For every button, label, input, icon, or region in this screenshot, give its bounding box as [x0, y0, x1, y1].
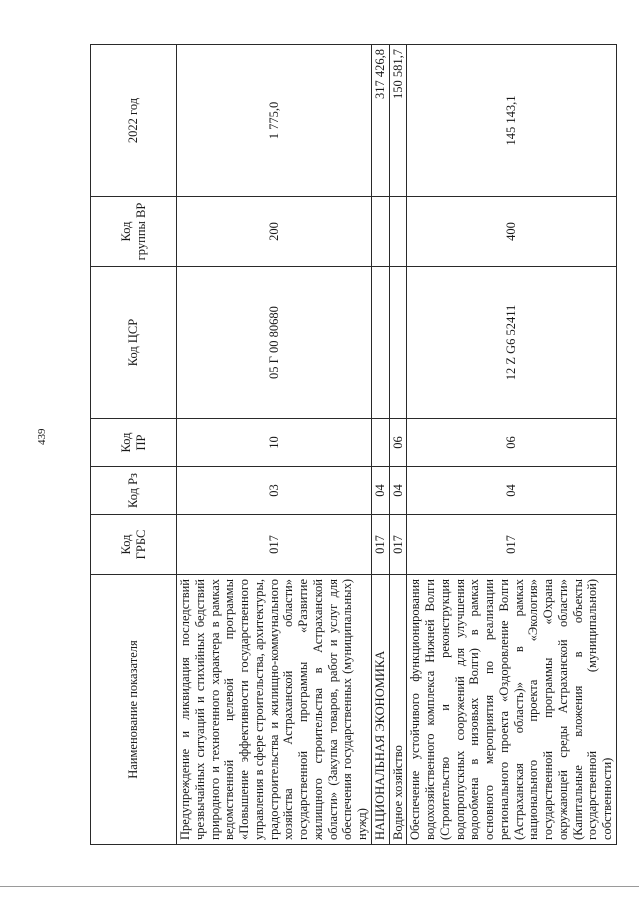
row-rz: 03 [177, 467, 372, 515]
row-amount: 150 581,7 [389, 45, 407, 197]
table-row [177, 45, 372, 845]
row-name: НАЦИОНАЛЬНАЯ ЭКОНОМИКА [371, 575, 389, 845]
row-amount: 317 426,8 [371, 45, 389, 197]
header-rz: Код Рз [91, 467, 177, 515]
row-vr: 200 [177, 197, 372, 267]
row-rz: 04 [389, 467, 407, 515]
header-csr: Код ЦСР [91, 267, 177, 419]
row-grbs: 017 [407, 515, 617, 575]
row-csr: 12 Z G6 52411 [407, 267, 617, 419]
table-row [407, 45, 617, 845]
row-pr: 06 [389, 419, 407, 467]
page-number: 439 [36, 428, 48, 445]
header-pr: Код ПР [91, 419, 177, 467]
row-grbs: 017 [177, 515, 372, 575]
scan-bottom-rule [0, 886, 639, 887]
row-pr: 10 [177, 419, 372, 467]
table-row [389, 45, 407, 845]
row-name: Обеспечение устойчивого функционирования водохозяйственного комплекса Нижней Волги (Строительство и реконструкция водопропускных сооружений для улучшения водообмена в низовьях Волги) в рамках основного мероприятия по реализации регионального проекта «Оздоровление Волги (Астраханская область)» в рамках национального проекта «Экология» государственной программы «Охрана окружающей среды Астраханской области» (Капитальные вложения в объекты государственной (муниципальной) собственности) [407, 575, 617, 845]
row-pr [371, 419, 389, 467]
header-name: Наименование показателя [91, 575, 177, 845]
row-grbs: 017 [389, 515, 407, 575]
row-pr: 06 [407, 419, 617, 467]
row-name: Водное хозяйство [389, 575, 407, 845]
table-header-row [91, 45, 177, 845]
row-csr: 05 Г 00 80680 [177, 267, 372, 419]
header-vr: Код группы ВР [91, 197, 177, 267]
header-year: 2022 год [91, 45, 177, 197]
row-name: Предупреждение и ликвидация последствий чрезвычайных ситуаций и стихийных бедствий природного и техногенного характера в рамках ведомственной целевой программы «Повышение эффективности государственного управления в сфере строительства, архитектуры, градостроительства и жилищно-коммунального хозяйства Астраханской области» государственной программы «Развитие жилищного строительства в Астраханской области» (Закупка товаров, работ и услуг для обеспечения государственных (муниципальных) нужд) [177, 575, 372, 845]
row-csr [371, 267, 389, 419]
row-rz: 04 [407, 467, 617, 515]
row-vr: 400 [407, 197, 617, 267]
table-row [371, 45, 389, 845]
row-vr [389, 197, 407, 267]
row-amount: 145 143,1 [407, 45, 617, 197]
row-grbs: 017 [371, 515, 389, 575]
row-vr [371, 197, 389, 267]
header-grbs: Код ГРБС [91, 515, 177, 575]
row-amount: 1 775,0 [177, 45, 372, 197]
rotated-table-container [90, 45, 614, 845]
budget-table [90, 44, 617, 845]
row-csr [389, 267, 407, 419]
row-rz: 04 [371, 467, 389, 515]
